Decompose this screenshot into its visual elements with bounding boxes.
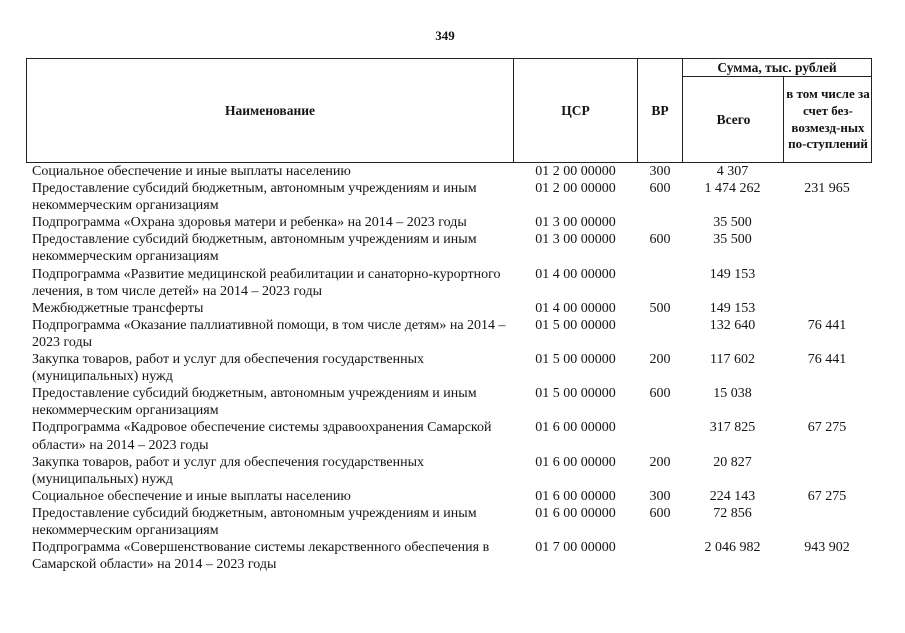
cell-name: Социальное обеспечение и иные выплаты населению [32, 164, 351, 179]
cell-vr: 600 [649, 386, 671, 402]
cell-total: 72 856 [713, 505, 752, 521]
cell-total: 224 143 [709, 488, 756, 504]
cell-name: Межбюджетные трансферты [32, 300, 204, 316]
cell-total: 317 825 [709, 420, 756, 436]
table-body [0, 163, 905, 573]
cell-csr: 01 2 00 00000 [535, 181, 616, 197]
cell-total: 15 038 [713, 386, 752, 402]
cell-csr: 01 4 00 00000 [535, 300, 616, 316]
table-row [0, 163, 905, 180]
cell-name: Подпрограмма «Кадровое обеспечение системы здравоохранения Самарской области» на 2014 – 2023 годы [32, 420, 492, 453]
cell-name: Подпрограмма «Оказание паллиативной помощи, в том числе детям» на 2014 – 2023 годы [32, 317, 506, 350]
cell-total: 4 307 [716, 164, 749, 179]
table-row [0, 231, 905, 265]
cell-name: Подпрограмма «Совершенствование системы лекарственного обеспечения в Самарской области» на 2014 – 2023 годы [32, 540, 490, 573]
header-csr: ЦСР [561, 103, 590, 118]
cell-csr: 01 6 00 00000 [535, 505, 616, 521]
cell-total: 20 827 [713, 454, 752, 470]
cell-csr: 01 5 00 00000 [535, 317, 616, 333]
cell-name: Предоставление субсидий бюджетным, автономным учреждениям и иным некоммерческим организациям [32, 386, 477, 419]
cell-name: Закупка товаров, работ и услуг для обеспечения государственных (муниципальных) нужд [32, 454, 425, 487]
cell-vr: 200 [649, 352, 671, 368]
table-row [0, 317, 905, 351]
cell-name: Предоставление субсидий бюджетным, автономным учреждениям и иным некоммерческим организациям [32, 505, 477, 538]
cell-vr: 200 [649, 454, 671, 470]
cell-csr: 01 2 00 00000 [535, 164, 616, 179]
cell-vr: 500 [649, 300, 671, 316]
table-row [0, 300, 905, 317]
cell-total: 35 500 [713, 215, 752, 231]
cell-name: Предоставление субсидий бюджетным, автономным учреждениям и иным некоммерческим организациям [32, 181, 477, 214]
cell-total: 2 046 982 [704, 540, 761, 556]
cell-name: Социальное обеспечение и иные выплаты населению [32, 488, 351, 504]
cell-vr: 600 [649, 232, 671, 248]
cell-total: 35 500 [713, 232, 752, 248]
header-name: Наименование [225, 103, 315, 118]
table-row [0, 214, 905, 231]
header-sum-group: Сумма, тыс. рублей [717, 60, 837, 75]
header-right-border [871, 58, 872, 162]
table-row [0, 419, 905, 453]
cell-total: 132 640 [709, 317, 756, 333]
cell-grant: 67 275 [807, 420, 847, 436]
cell-csr: 01 3 00 00000 [535, 215, 616, 231]
cell-grant: 67 275 [807, 488, 847, 504]
cell-csr: 01 7 00 00000 [535, 540, 616, 556]
header-divider-total [783, 76, 784, 162]
cell-name: Закупка товаров, работ и услуг для обеспечения государственных (муниципальных) нужд [32, 352, 425, 385]
cell-csr: 01 6 00 00000 [535, 420, 616, 436]
cell-total: 149 153 [709, 266, 756, 282]
cell-name: Подпрограмма «Развитие медицинской реабилитации и санаторно-курортного лечения, в том числе детей» на 2014 – 2023 годы [32, 266, 501, 299]
page-number: 349 [435, 28, 455, 43]
cell-total: 1 474 262 [704, 181, 761, 197]
table-row [0, 351, 905, 385]
cell-csr: 01 6 00 00000 [535, 454, 616, 470]
cell-csr: 01 5 00 00000 [535, 386, 616, 402]
cell-grant: 76 441 [807, 317, 847, 333]
cell-csr: 01 6 00 00000 [535, 488, 616, 504]
table-row [0, 266, 905, 300]
table-row [0, 505, 905, 539]
cell-total: 117 602 [710, 352, 755, 368]
cell-vr: 600 [649, 505, 671, 521]
table-row [0, 385, 905, 419]
cell-vr: 300 [649, 488, 671, 504]
header-total: Всего [716, 112, 751, 127]
cell-vr: 600 [649, 181, 671, 197]
header-vr: ВР [651, 103, 669, 118]
cell-csr: 01 3 00 00000 [535, 232, 616, 248]
table-row [0, 180, 905, 214]
table-row [0, 454, 905, 488]
header-grant: в том числе за счет без-возмезд-ных по-ступлений [786, 85, 870, 152]
cell-vr: 300 [649, 164, 671, 179]
cell-csr: 01 5 00 00000 [535, 352, 616, 368]
cell-grant: 943 902 [804, 540, 850, 556]
cell-name: Предоставление субсидий бюджетным, автономным учреждениям и иным некоммерческим организациям [32, 232, 477, 265]
table-row [0, 488, 905, 505]
table-row [0, 539, 905, 573]
cell-grant: 76 441 [807, 352, 847, 368]
cell-csr: 01 4 00 00000 [535, 266, 616, 282]
cell-grant: 231 965 [804, 181, 850, 197]
cell-name: Подпрограмма «Охрана здоровья матери и ребенка» на 2014 – 2023 годы [32, 215, 467, 231]
cell-total: 149 153 [709, 300, 756, 316]
